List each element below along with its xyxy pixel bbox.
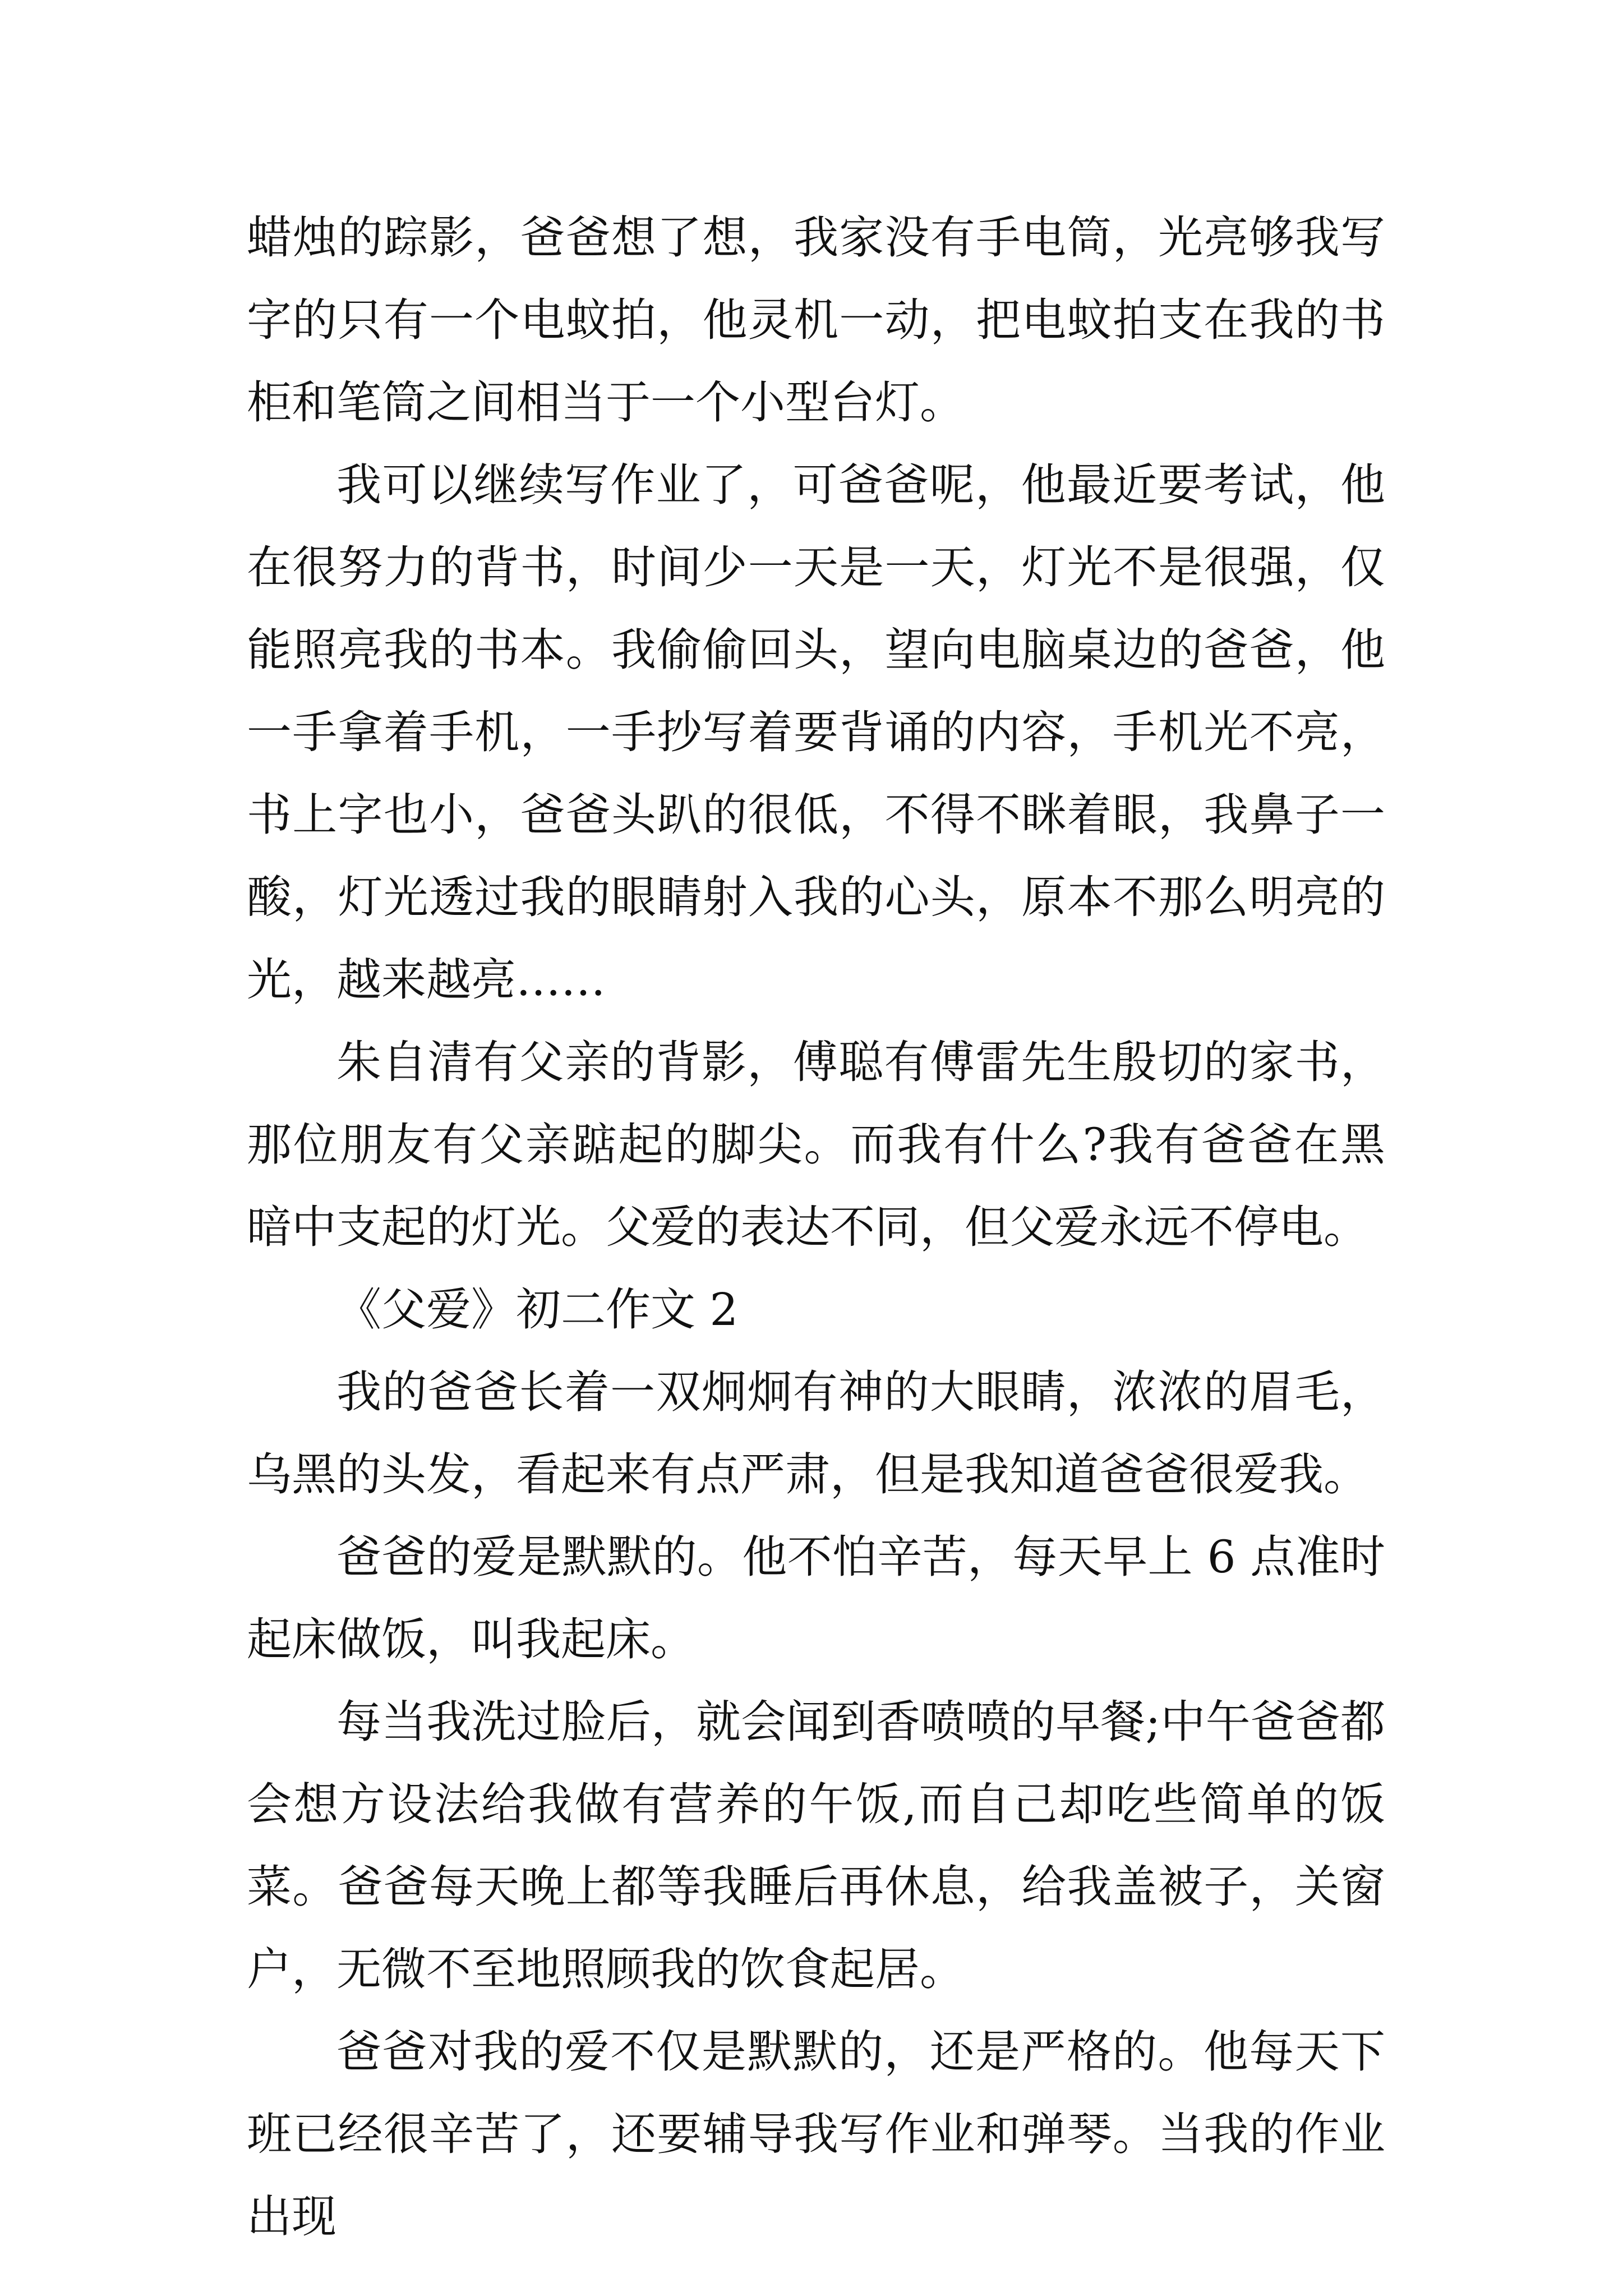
- paragraph: 我可以继续写作业了，可爸爸呢，他最近要考试，他在很努力的背书，时间少一天是一天，灯光不是很强，仅能照亮我的书本。我偷偷回头，望向电脑桌边的爸爸，他一手拿着手机，一手抄写着要背诵的内容，手机光不亮，书上字也小，爸爸头趴的很低，不得不眯着眼，我鼻子一酸，灯光透过我的眼睛射入我的心头，原本不那么明亮的光，越来越亮……: [247, 459, 1385, 1006]
- paragraph: 朱自清有父亲的背影，傅聪有傅雷先生殷切的家书，那位朋友有父亲踮起的脚尖。而我有什么?我有爸爸在黑暗中支起的灯光。父爱的表达不同，但父爱永远不停电。: [247, 1036, 1385, 1253]
- document-body: [247, 196, 1385, 2258]
- paragraph: 爸爸的爱是默默的。他不怕辛苦，每天早上 6 点准时起床做饭，叫我起床。: [247, 1531, 1385, 1665]
- paragraph: 我的爸爸长着一双炯炯有神的大眼睛，浓浓的眉毛，乌黑的头发，看起来有点严肃，但是我知道爸爸很爱我。: [247, 1366, 1385, 1501]
- paragraph: 爸爸对我的爱不仅是默默的，还是严格的。他每天下班已经很辛苦了，还要辅导我写作业和弹琴。当我的作业出现: [247, 2026, 1385, 2243]
- paragraph: 每当我洗过脸后，就会闻到香喷喷的早餐;中午爸爸都会想方设法给我做有营养的午饭,而自己却吃些简单的饭菜。爸爸每天晚上都等我睡后再休息，给我盖被子，关窗户，无微不至地照顾我的饮食起居。: [247, 1696, 1385, 1995]
- essay-title: 《父爱》初二作文 2: [336, 1283, 739, 1336]
- paragraph-continued: 蜡烛的踪影，爸爸想了想，我家没有手电筒，光亮够我写字的只有一个电蚊拍，他灵机一动，把电蚊拍支在我的书柜和笔筒之间相当于一个小型台灯。: [247, 211, 1385, 429]
